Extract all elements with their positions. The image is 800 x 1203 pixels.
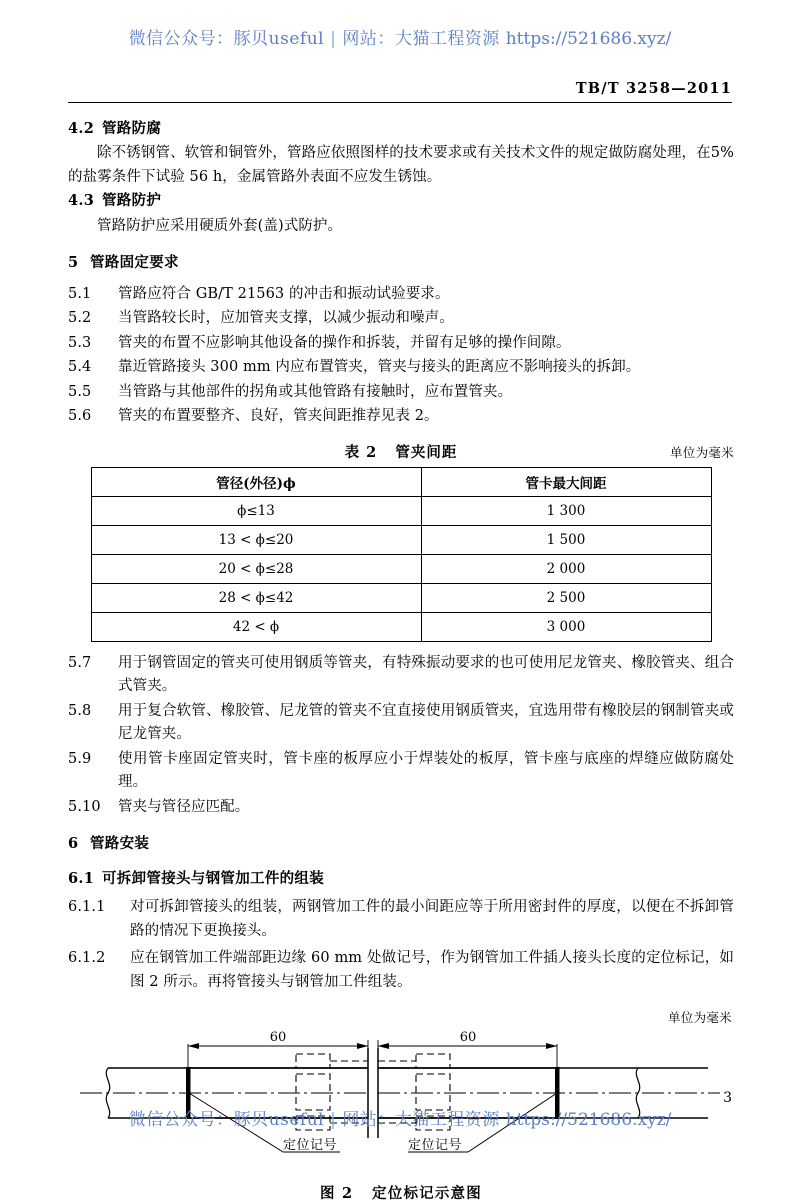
clause-5-7 <box>68 652 734 699</box>
clause-5-9-text: 使用管卡座固定管夹时，管卡座的板厚应小于焊装处的板厚，管卡座与底座的焊缝应做防腐处理。 <box>118 750 734 791</box>
heading-4-3-number: 4.3 <box>68 192 95 210</box>
clause-5-7-label: 5.7 <box>68 654 92 671</box>
dimension-right-value: 60 <box>459 1030 477 1046</box>
watermark-wechat-label: 微信公众号： <box>128 1110 234 1130</box>
clause-5-10-text: 管夹与管径应匹配。 <box>118 798 250 815</box>
figure-2-caption-number: 图 2 <box>320 1185 354 1203</box>
clause-5-6-label: 5.6 <box>68 408 92 425</box>
heading-section-5 <box>68 252 734 274</box>
paragraph-4-2: 除不锈钢管、软管和铜管外，管路应依照图样的技术要求或有关技术文件的规定做防腐处理，在5%的盐雾条件下试验 56 h，金属管路外表面不应发生锈蚀。 <box>68 145 734 185</box>
watermark-wechat-name: 豚贝useful <box>233 29 325 49</box>
table-row <box>91 554 711 583</box>
watermark-wechat-name: 豚贝useful <box>233 1110 325 1130</box>
clause-5-8 <box>68 700 734 747</box>
clause-6-1-1 <box>68 896 734 943</box>
clause-5-2 <box>68 307 734 330</box>
clause-5-8-label: 5.8 <box>68 702 92 719</box>
clause-6-1-2 <box>68 947 734 994</box>
watermark-url: https://521686.xyz/ <box>505 29 672 49</box>
clause-6-1-2-text: 应在钢管加工件端部距边缘 60 mm 处做记号，作为钢管加工件插人接头长度的定位标记，如图 2 所示。再将管接头与钢管加工件组装。 <box>130 950 734 990</box>
clause-5-5 <box>68 381 734 404</box>
table-2-caption-number: 表 2 <box>344 443 378 461</box>
clause-5-6-text: 管夹的布置要整齐、良好，管夹间距推荐见表 2。 <box>118 408 439 425</box>
table-cell-diameter: 28 < ϕ≤42 <box>91 583 421 612</box>
clause-5-4 <box>68 356 734 379</box>
clause-5-5-label: 5.5 <box>68 383 92 400</box>
figure-2-caption-title: 定位标记示意图 <box>372 1185 482 1203</box>
watermark-site-label: 网站： <box>342 29 395 49</box>
table-cell-diameter: 20 < ϕ≤28 <box>91 554 421 583</box>
clause-5-3 <box>68 332 734 355</box>
heading-4-2-number: 4.2 <box>68 120 95 137</box>
clause-5-4-label: 5.4 <box>68 359 92 376</box>
standard-code: TB/T 3258—2011 <box>575 80 732 97</box>
figure-2-unit-note: 单位为毫米 <box>667 1010 732 1026</box>
clause-5-9 <box>68 748 734 795</box>
heading-4-3 <box>68 190 734 212</box>
table-cell-diameter: ϕ≤13 <box>91 496 421 525</box>
page-number: 3 <box>723 1090 732 1106</box>
watermark-separator: | <box>330 29 337 49</box>
watermark-top <box>0 24 800 49</box>
figure-2-caption <box>68 1182 734 1203</box>
heading-section-6 <box>68 833 734 855</box>
table-row <box>91 612 711 641</box>
table-cell-spacing: 2 000 <box>421 554 711 583</box>
watermark-separator: | <box>330 1110 337 1130</box>
clause-5-5-text: 当管路与其他部件的拐角或其他管路有接触时，应布置管夹。 <box>118 383 513 400</box>
table-cell-spacing: 3 000 <box>421 612 711 641</box>
table-2 <box>91 467 712 642</box>
watermark-bottom <box>0 1105 800 1130</box>
clause-5-8-text: 用于复合软管、橡胶管、尼龙管的管夹不宜直接使用钢质管夹，宜选用带有橡胶层的钢制管夹或尼龙管夹。 <box>118 702 734 743</box>
heading-section-5-title: 管路固定要求 <box>90 254 179 272</box>
running-header <box>68 80 732 97</box>
clause-5-2-text: 当管路较长时，应加管夹支撑，以减少振动和噪声。 <box>118 310 454 327</box>
heading-6-1-number: 6.1 <box>68 869 95 887</box>
heading-6-1-title: 可拆卸管接头与钢管加工件的组装 <box>102 869 324 887</box>
table-cell-diameter: 42 < ϕ <box>91 612 421 641</box>
heading-4-2 <box>68 118 734 140</box>
callout-label-right: 定位记号 <box>408 1138 463 1154</box>
table-header-row <box>91 467 711 496</box>
clause-5-6 <box>68 405 734 428</box>
document-body <box>68 118 734 1203</box>
header-rule <box>68 102 732 103</box>
clause-5-1-text: 管路应符合 GB/T 21563 的冲击和振动试验要求。 <box>118 285 450 302</box>
heading-6-1 <box>68 868 734 890</box>
clause-6-1-1-label: 6.1.1 <box>68 899 106 916</box>
watermark-site-label: 网站： <box>342 1110 395 1130</box>
table-col-header-diameter: 管径(外径)ϕ <box>91 467 421 496</box>
heading-section-5-number: 5 <box>68 254 79 272</box>
table-cell-spacing: 1 500 <box>421 525 711 554</box>
table-cell-spacing: 2 500 <box>421 583 711 612</box>
clause-5-7-text: 用于钢管固定的管夹可使用钢质等管夹，有特殊振动要求的也可使用尼龙管夹、橡胶管夹、组合式管夹。 <box>118 654 734 695</box>
clause-6-1-1-text: 对可拆卸管接头的组装，两钢管加工件的最小间距应等于所用密封件的厚度，以便在不拆卸管路的情况下更换接头。 <box>130 899 734 939</box>
clause-5-10 <box>68 796 734 819</box>
clause-5-3-text: 管夹的布置不应影响其他设备的操作和拆装，并留有足够的操作间隙。 <box>118 334 571 351</box>
clause-5-9-label: 5.9 <box>68 750 92 767</box>
clause-5-2-label: 5.2 <box>68 310 92 327</box>
clause-5-1 <box>68 283 734 306</box>
table-2-caption <box>68 441 734 462</box>
clause-5-1-label: 5.1 <box>68 285 92 302</box>
table-col-header-spacing: 管卡最大间距 <box>421 467 711 496</box>
clause-5-4-text: 靠近管路接头 300 mm 内应布置管夹，管夹与接头的距离应不影响接头的拆卸。 <box>118 359 641 376</box>
table-row <box>91 525 711 554</box>
watermark-site-name: 大猫工程资源 <box>394 29 500 49</box>
heading-section-6-title: 管路安装 <box>90 835 150 853</box>
table-row <box>91 496 711 525</box>
clause-5-10-label: 5.10 <box>68 798 101 815</box>
table-cell-diameter: 13 < ϕ≤20 <box>91 525 421 554</box>
heading-4-2-title: 管路防腐 <box>102 120 162 137</box>
paragraph-4-3: 管路防护应采用硬质外套(盖)式防护。 <box>97 217 343 234</box>
watermark-site-name: 大猫工程资源 <box>394 1110 500 1130</box>
table-2-wrapper <box>68 441 734 642</box>
clause-5-3-label: 5.3 <box>68 334 92 351</box>
table-row <box>91 583 711 612</box>
dimension-left-value: 60 <box>269 1030 287 1046</box>
heading-section-6-number: 6 <box>68 835 79 853</box>
callout-label-left: 定位记号 <box>283 1138 338 1154</box>
watermark-wechat-label: 微信公众号： <box>128 29 234 49</box>
heading-4-3-title: 管路防护 <box>102 192 162 210</box>
table-2-caption-title: 管夹间距 <box>395 443 458 461</box>
watermark-url: https://521686.xyz/ <box>505 1110 672 1130</box>
table-cell-spacing: 1 300 <box>421 496 711 525</box>
clause-6-1-2-label: 6.1.2 <box>68 950 106 967</box>
table-2-unit-note: 单位为毫米 <box>669 444 734 460</box>
